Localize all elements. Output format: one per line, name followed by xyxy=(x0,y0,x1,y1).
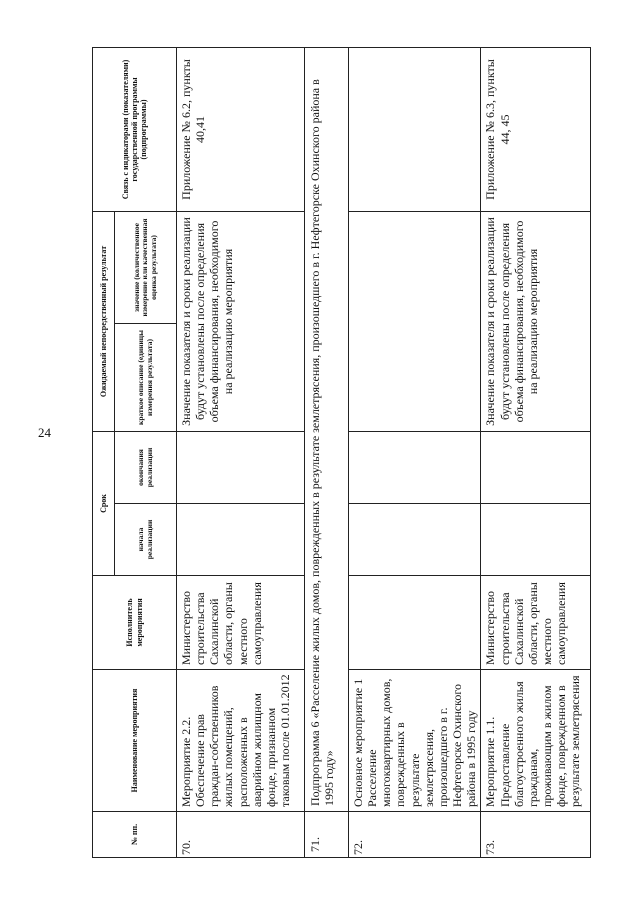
row-num: 72. xyxy=(349,812,481,858)
page-number: 24 xyxy=(38,425,51,440)
row-link: Приложение № 6.3, пункты 44, 45 xyxy=(481,48,591,212)
row-result xyxy=(349,212,481,432)
header-term-start: начала реализации xyxy=(115,504,177,576)
header-link: Связь с индикаторами (показателями) государственной программы (подпрограммы) xyxy=(93,48,177,212)
table-row xyxy=(481,48,591,858)
header-executor: Исполнитель мероприятия xyxy=(93,576,177,670)
row-start xyxy=(177,504,305,576)
table-row xyxy=(349,48,481,858)
row-name: Мероприятие 1.1. Предоставление благоустроенного жилья гражданам, проживающим в жилом фонде, поврежденном в результате землетрясения xyxy=(481,670,591,812)
table-row xyxy=(177,48,305,858)
row-num: 71. xyxy=(305,812,349,858)
row-executor: Министерство строительства Сахалинской области, органы местного самоуправления xyxy=(177,576,305,670)
row-link: Приложение № 6.2, пункты 40,41 xyxy=(177,48,305,212)
measures-table xyxy=(92,47,591,858)
header-result: Ожидаемый непосредственный результат xyxy=(93,212,115,432)
header-result-short: краткое описание (единицы измерения результата) xyxy=(115,324,177,432)
header-term: Срок xyxy=(93,432,115,576)
header-num: № пп. xyxy=(93,812,177,858)
rotated-sheet xyxy=(92,48,583,858)
row-name: Мероприятие 2.2. Обеспечение прав граждан-собственников жилых помещений, расположенных в аварийном жилищном фонде, признанном таковым после 01.01.2012 xyxy=(177,670,305,812)
row-num: 70. xyxy=(177,812,305,858)
table-row xyxy=(305,48,349,858)
row-start xyxy=(349,504,481,576)
row-start xyxy=(481,504,591,576)
row-end xyxy=(481,432,591,504)
header-result-value: значение (количественное измерение или качественная оценка результата) xyxy=(115,212,177,324)
header-term-end: окончания реализации xyxy=(115,432,177,504)
row-executor: Министерство строительства Сахалинской области, органы местного самоуправления xyxy=(481,576,591,670)
row-result: Значение показателя и сроки реализации будут установлены после определения объема финансирования, необходимого на реализацию мероприятия xyxy=(481,212,591,432)
row-name: Основное мероприятие 1 Расселение многоквартирных домов, поврежденных в результате землетрясения, произошедшего в г. Нефтегорске Охинского района в 1995 году xyxy=(349,670,481,812)
row-end xyxy=(177,432,305,504)
row-result: Значение показателя и сроки реализации будут установлены после определения объема финансирования, необходимого на реализацию мероприятия xyxy=(177,212,305,432)
row-end xyxy=(349,432,481,504)
row-num: 73. xyxy=(481,812,591,858)
row-link xyxy=(349,48,481,212)
subprogram-title: Подпрограмма 6 «Расселение жилых домов, поврежденных в результате землетрясения, произошедшего в г. Нефтегорске Охинского района в 1995 году» xyxy=(305,48,349,812)
row-executor xyxy=(349,576,481,670)
header-name: Наименование мероприятия xyxy=(93,670,177,812)
